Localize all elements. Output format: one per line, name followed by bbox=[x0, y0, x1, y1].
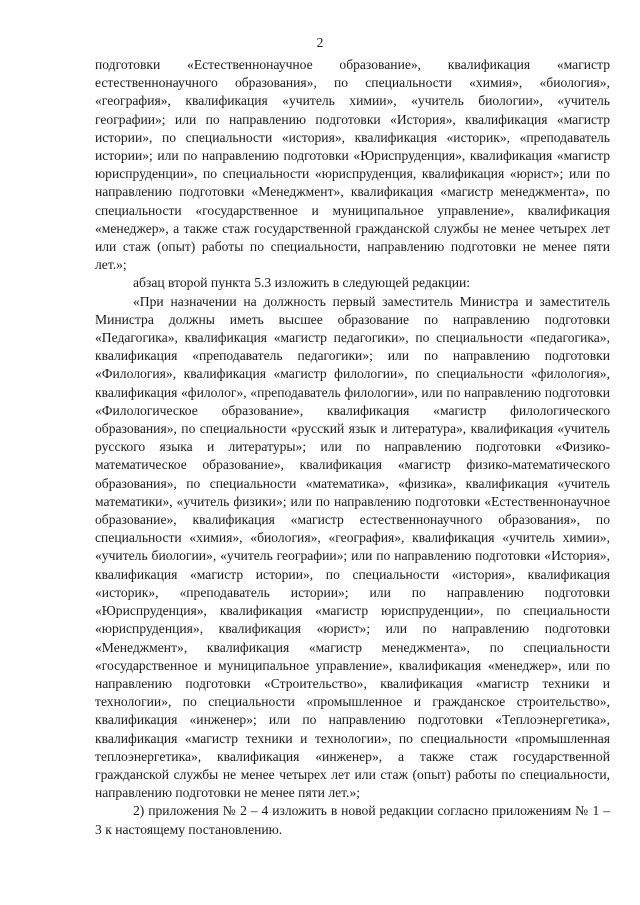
paragraph-amendment-intro: абзац второй пункта 5.3 изложить в следующей редакции: bbox=[133, 275, 471, 291]
document-body bbox=[95, 56, 610, 839]
paragraph-appendices: 2) приложения № 2 – 4 изложить в новой редакции согласно приложениям № 1 – 3 к настоящему постановлению. bbox=[95, 803, 610, 837]
paragraph-continuation: подготовки «Естественнонаучное образование», квалификация «магистр естественнонаучного образования», по специальности «химия», «биология», «география», квалификация «учитель химии», «учитель биологии», «учитель географии»; или по направлению подготовки «История», квалификация «магистр истории», по специальности «история», квалификация «историк», «преподаватель истории»; или по направлению подготовки «Юриспруденция», квалификация «магистр юриспруденции», по специальности «юриспруденция, квалификация «юрист»; или по направлению подготовки «Менеджмент», квалификация «магистр менеджмента», по специальности «государственное и муниципальное управление», квалификация «менеджер», а также стаж государственной гражданской службы не менее четырех лет или стаж (опыт) работы по специальности, направлению подготовки не менее пяти лет.»; bbox=[95, 57, 610, 273]
page-number: 2 bbox=[316, 35, 324, 50]
paragraph-amendment-text: «При назначении на должность первый заместитель Министра и заместитель Министра должны иметь высшее образование по направлению подготовки «Педагогика», квалификация «магистр педагогики», по специальности «педагогика», квалификация «преподаватель педагогики»; или по направлению подготовки «Филология», квалификация «магистр филологии», по специальности «филология», квалификация «филолог», «преподаватель филологии», или по направлению подготовки «Филологическое образование», квалификация «магистр филологического образования», по специальности «русский язык и литература», квалификация «учитель русского языка и литературы»; или по направлению подготовки «Физико-математическое образование», квалификация «магистр физико-математического образования», по специальности «математика», «физика», квалификация «учитель математики», «учитель физики»; или по направлению подготовки «Естественнонаучное образование», квалификация «магистр естественнонаучного образования», по специальности «химия», «биология», «география», квалификация «учитель химии», «учитель биологии», «учитель географии»; или по направлению подготовки «История», квалификация «магистр истории», по специальности «история», квалификация «историк», «преподаватель истории»; или по направлению подготовки «Юриспруденция», квалификация «магистр юриспруденции», по специальности «юриспруденция», квалификация «юрист»; или по направлению подготовки «Менеджмент», квалификация «магистр менеджмента», по специальности «государственное и муниципальное управление», квалификация «менеджер», или по направлению подготовки «Строительство», квалификация «магистр техники и технологии», по специальности «промышленное и гражданское строительство», квалификация «инженер»; или по направлению подготовки «Теплоэнергетика», квалификация «магистр техники и технологии», по специальности «промышленная теплоэнергетика», квалификация «инженер», а также стаж государственной гражданской службы не менее четырех лет или стаж (опыт) работы по специальности, направлению подготовки не менее пяти лет.»; bbox=[95, 293, 610, 801]
